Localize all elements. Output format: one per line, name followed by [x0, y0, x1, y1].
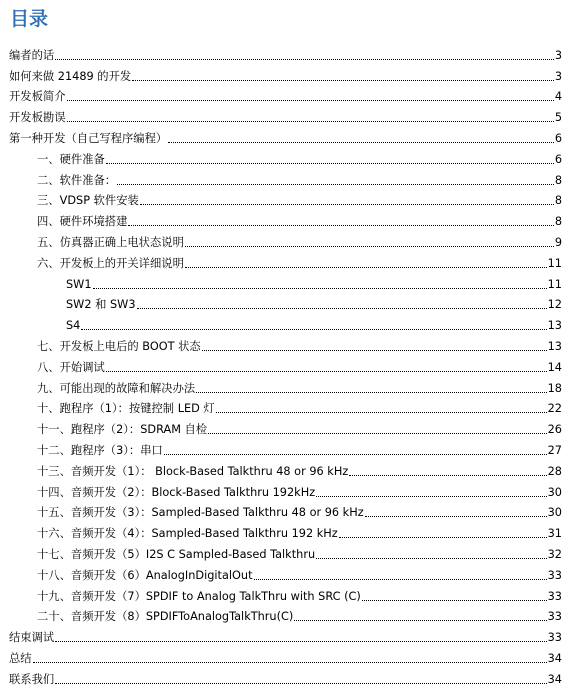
toc-page-number: 32: [547, 547, 562, 561]
toc-page-number: 34: [547, 672, 562, 686]
toc-entry[interactable]: [0, 229, 575, 250]
toc-entry[interactable]: [0, 188, 575, 209]
toc-entry-title: 九、可能出现的故障和解决办法: [37, 381, 196, 395]
toc-entry[interactable]: [0, 562, 575, 583]
toc-page-number: 6: [554, 131, 562, 145]
dot-leader: [106, 370, 547, 372]
toc-entry[interactable]: [0, 250, 575, 271]
toc-page-number: 30: [547, 506, 562, 520]
dot-leader: [216, 411, 547, 413]
toc-entry-title: SW1: [66, 277, 92, 291]
toc-entry-title: 十三、音频开发（1）： Block-Based Talkthru 48 or 96 kHz: [37, 464, 349, 478]
toc-entry-title: 五、仿真器正确上电状态说明: [37, 235, 184, 249]
toc-entry[interactable]: [0, 125, 575, 146]
dot-leader: [196, 391, 546, 393]
toc-entry-title: SW2 和 SW3: [66, 298, 136, 312]
toc-page-number: 14: [547, 360, 562, 374]
dot-leader: [164, 453, 547, 455]
toc-entry[interactable]: [0, 583, 575, 604]
dot-leader: [55, 640, 546, 642]
toc-page-number: 31: [547, 527, 562, 541]
toc-page-number: 33: [547, 568, 562, 582]
toc-entry[interactable]: [0, 624, 575, 645]
toc-page-number: 8: [554, 194, 562, 208]
toc-page-number: 33: [547, 631, 562, 645]
page-title: 目录: [10, 8, 49, 30]
toc-page-number: 22: [547, 402, 562, 416]
dot-leader: [93, 287, 547, 289]
toc-entry-title: S4: [66, 319, 81, 333]
toc-page-number: 30: [547, 485, 562, 499]
toc-entry-title: 十五、音频开发（3）：Sampled-Based Talkthru 48 or 96 kHz: [37, 506, 364, 520]
toc-page-number: 28: [547, 464, 562, 478]
toc-entry[interactable]: [0, 520, 575, 541]
toc-page-number: 3: [554, 48, 562, 62]
dot-leader: [106, 162, 554, 164]
toc-entry-title: 十六、音频开发（4）：Sampled-Based Talkthru 192 kHz: [37, 527, 338, 541]
toc-entry[interactable]: [0, 167, 575, 188]
toc-entry[interactable]: [0, 63, 575, 84]
toc-page-number: 8: [554, 173, 562, 187]
toc-entry[interactable]: [0, 333, 575, 354]
toc-entry[interactable]: [0, 312, 575, 333]
dot-leader: [67, 99, 554, 101]
toc-entry-title: 联系我们: [9, 672, 55, 686]
toc-entry[interactable]: [0, 666, 575, 687]
toc-entry-title: 十二、跑程序（3）：串口: [37, 443, 163, 457]
toc-entry-title: 开发板勘误: [9, 111, 66, 125]
toc-entry-title: 六、开发板上的开关详细说明: [37, 256, 184, 270]
toc-entry[interactable]: [0, 500, 575, 521]
toc-page-number: 34: [547, 651, 562, 665]
toc-page-number: 11: [547, 256, 562, 270]
toc-entry-title: 总结: [9, 651, 32, 665]
toc-page-number: 18: [547, 381, 562, 395]
toc-page-number: 8: [554, 215, 562, 229]
toc-entry-title: 十七、音频开发（5）I2S C Sampled-Based Talkthru: [37, 547, 316, 561]
table-of-contents: [0, 42, 575, 687]
toc-entry[interactable]: [0, 541, 575, 562]
toc-entry[interactable]: [0, 84, 575, 105]
toc-entry[interactable]: [0, 416, 575, 437]
toc-entry-title: 十、跑程序（1）：按键控制 LED 灯: [37, 402, 215, 416]
dot-leader: [67, 120, 554, 122]
toc-entry-title: 十一、跑程序（2）：SDRAM 自检: [37, 423, 208, 437]
toc-entry-title: 结束调试: [9, 631, 55, 645]
toc-entry-title: 三、VDSP 软件安装: [37, 194, 139, 208]
toc-entry[interactable]: [0, 645, 575, 666]
toc-entry[interactable]: [0, 354, 575, 375]
toc-page-number: 11: [547, 277, 562, 291]
dot-leader: [140, 203, 554, 205]
dot-leader: [128, 224, 553, 226]
toc-entry-title: 开发板简介: [9, 90, 66, 104]
toc-entry-title: 二、软件准备：: [37, 173, 117, 187]
toc-entry[interactable]: [0, 604, 575, 625]
toc-page-number: 3: [554, 69, 562, 83]
dot-leader: [316, 557, 547, 559]
dot-leader: [185, 245, 554, 247]
dot-leader: [55, 58, 554, 60]
dot-leader: [365, 515, 547, 517]
toc-entry-title: 第一种开发（自己写程序编程）: [9, 131, 168, 145]
toc-page-number: 26: [547, 423, 562, 437]
dot-leader: [33, 661, 547, 663]
dot-leader: [339, 536, 547, 538]
dot-leader: [362, 599, 547, 601]
dot-leader: [117, 183, 554, 185]
toc-entry[interactable]: [0, 146, 575, 167]
toc-entry[interactable]: [0, 292, 575, 313]
toc-page-number: 12: [547, 298, 562, 312]
toc-page-number: 6: [554, 152, 562, 166]
toc-entry[interactable]: [0, 458, 575, 479]
toc-page-number: 33: [547, 610, 562, 624]
toc-entry-title: 七、开发板上电后的 BOOT 状态: [37, 339, 201, 353]
toc-entry-title: 如何来做 21489 的开发: [9, 69, 132, 83]
dot-leader: [294, 619, 546, 621]
toc-page-number: 9: [554, 235, 562, 249]
toc-entry[interactable]: [0, 375, 575, 396]
dot-leader: [316, 495, 546, 497]
toc-entry-title: 编者的话: [9, 48, 55, 62]
toc-entry-title: 十九、音频开发（7）SPDIF to Analog TalkThru with SRC (C): [37, 589, 361, 603]
dot-leader: [202, 349, 547, 351]
dot-leader: [185, 266, 547, 268]
toc-entry-title: 二十、音频开发（8）SPDIFToAnalogTalkThru(C): [37, 610, 294, 624]
toc-entry-title: 十四、音频开发（2）：Block-Based Talkthru 192kHz: [37, 485, 316, 499]
toc-entry[interactable]: [0, 271, 575, 292]
dot-leader: [55, 682, 546, 684]
dot-leader: [132, 79, 554, 81]
dot-leader: [137, 307, 547, 309]
toc-entry-title: 十八、音频开发（6）AnalogInDigitalOut: [37, 568, 253, 582]
toc-entry[interactable]: [0, 437, 575, 458]
toc-page-number: 13: [547, 319, 562, 333]
toc-page-number: 5: [554, 111, 562, 125]
toc-entry-title: 四、硬件环境搭建: [37, 215, 128, 229]
toc-entry-title: 八、开始调试: [37, 360, 105, 374]
toc-page-number: 13: [547, 339, 562, 353]
dot-leader: [81, 328, 546, 330]
toc-entry[interactable]: [0, 479, 575, 500]
toc-entry[interactable]: [0, 42, 575, 63]
dot-leader: [349, 474, 546, 476]
toc-entry[interactable]: [0, 396, 575, 417]
toc-entry-title: 一、硬件准备: [37, 152, 105, 166]
toc-page-number: 33: [547, 589, 562, 603]
dot-leader: [254, 578, 547, 580]
toc-page-number: 4: [554, 90, 562, 104]
toc-entry[interactable]: [0, 208, 575, 229]
toc-entry[interactable]: [0, 104, 575, 125]
dot-leader: [168, 141, 554, 143]
dot-leader: [208, 432, 546, 434]
toc-page-number: 27: [547, 443, 562, 457]
